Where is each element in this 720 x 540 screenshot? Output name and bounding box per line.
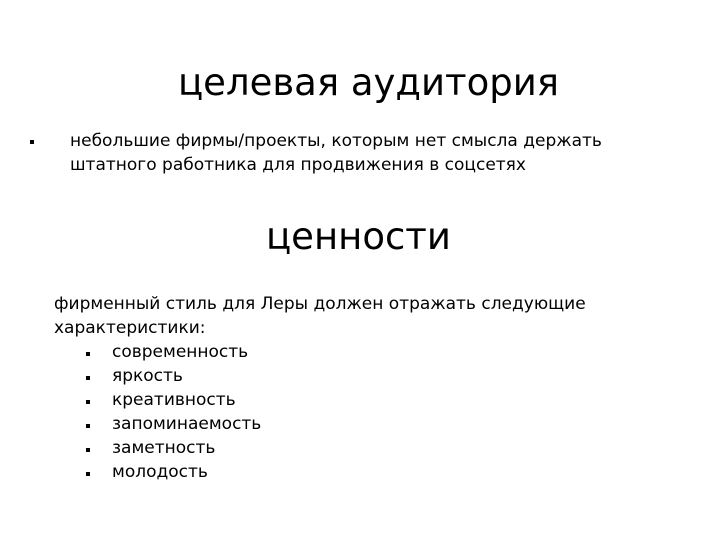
bullet-icon [86, 472, 90, 476]
values-list [54, 340, 654, 484]
audience-item-text: небольшие фирмы/проекты, которым нет смысла держать штатного работника для продвижения в соцсетях [70, 131, 602, 175]
list-item [54, 460, 654, 484]
list-item-label: заметность [112, 438, 216, 458]
list-item [54, 388, 654, 412]
bullet-icon [86, 448, 90, 452]
list-item-label: креативность [112, 390, 236, 410]
bullet-icon [86, 376, 90, 380]
list-item [54, 436, 654, 460]
values-intro: фирменный стиль для Леры должен отражать следующие характеристики: [54, 294, 586, 338]
bullet-icon [86, 352, 90, 356]
values-block [54, 292, 654, 484]
bullet-icon [30, 140, 34, 144]
audience-title: целевая аудитория [178, 61, 560, 104]
list-item [54, 364, 654, 388]
bullet-icon [86, 424, 90, 428]
list-item-label: молодость [112, 462, 208, 482]
audience-bullet-item [20, 129, 640, 177]
list-item-label: современность [112, 342, 249, 362]
list-item-label: яркость [112, 366, 183, 386]
bullet-icon [86, 400, 90, 404]
list-item [54, 412, 654, 436]
list-item [54, 340, 654, 364]
values-title: ценности [266, 215, 451, 258]
list-item-label: запоминаемость [112, 414, 262, 434]
